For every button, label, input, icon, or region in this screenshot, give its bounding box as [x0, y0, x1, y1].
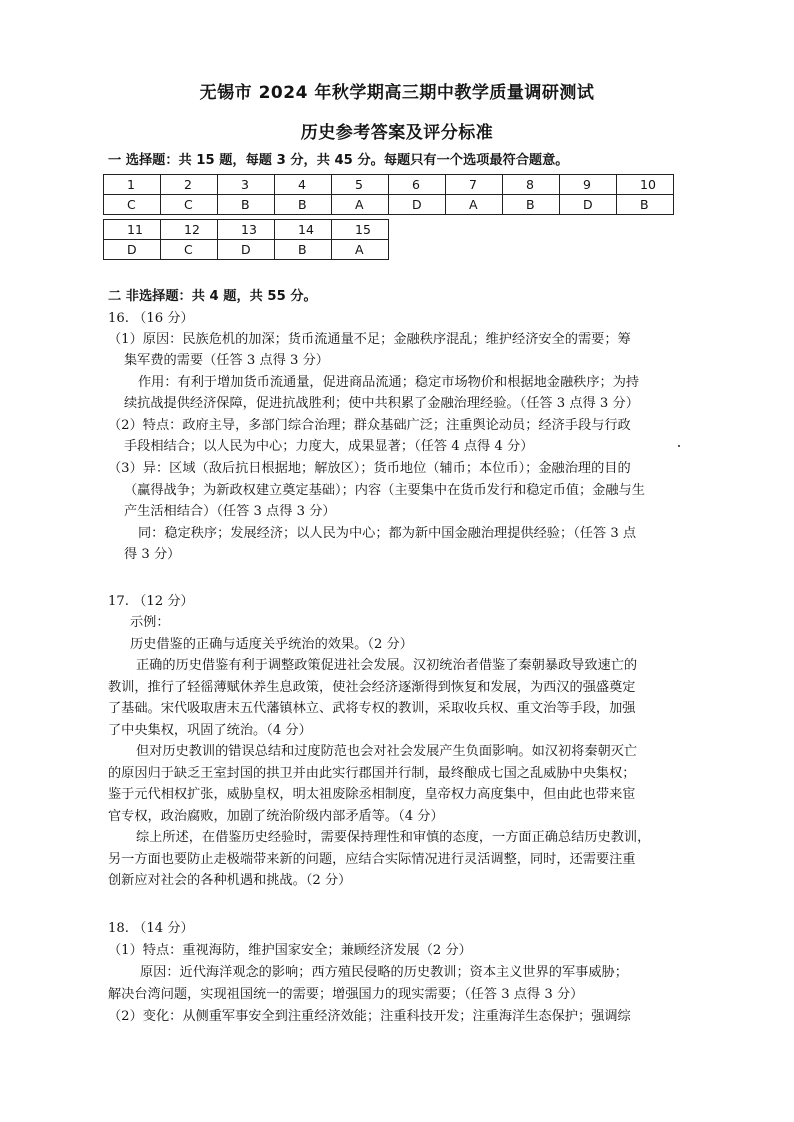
table-row-numbers [104, 175, 674, 195]
table-cell: B [617, 195, 674, 215]
q16-heading: 16. （16 分） [108, 311, 194, 326]
table-cell: 5 [332, 175, 389, 195]
q16-line: 作用：有利于增加货币流通量，促进商品流通；稳定市场物价和根据地金融秩序；为持 [138, 375, 640, 390]
q16-line: 得 3 分） [124, 547, 181, 562]
table-cell: 13 [218, 220, 275, 240]
table-cell: 8 [503, 175, 560, 195]
table-cell: A [446, 195, 503, 215]
q16-line: 手段相结合；以人民为中心；力度大，成果显著；（任答 4 点得 4 分） [124, 439, 534, 454]
table-cell: A [332, 195, 389, 215]
table-cell: 4 [275, 175, 332, 195]
q17-line: 综上所述，在借鉴历史经验时，需要保持理性和审慎的态度，一方面正确总结历史教训， [136, 830, 651, 845]
table-cell: D [104, 240, 161, 260]
section1-heading: 一 选择题：共 15 题，每题 3 分，共 45 分。每题只有一个选项最符合题意。 [108, 153, 569, 168]
answer-table-row2 [103, 219, 389, 260]
q16-line: （1）原因：民族危机的加深；货币流通量不足；金融秩序混乱；维护经济安全的需要；筹 [108, 332, 631, 347]
table-row-numbers [104, 220, 389, 240]
table-cell: B [218, 195, 275, 215]
q16-line: 同：稳定秩序；发展经济；以人民为中心；都为新中国金融治理提供经验；（任答 3 点 [138, 526, 637, 541]
q16-line: （赢得战争；为新政权建立奠定基础）；内容（主要集中在货币发行和稳定币值；金融与生 [124, 483, 645, 498]
table-cell: 11 [104, 220, 161, 240]
table-cell: B [503, 195, 560, 215]
table-cell: 7 [446, 175, 503, 195]
q18-heading: 18. （14 分） [108, 921, 194, 936]
q16-line: （2）特点：政府主导，多部门综合治理；群众基础广泛；注重舆论动员；经济手段与行政 [108, 418, 631, 433]
table-cell: 1 [104, 175, 161, 195]
q17-line: 鉴于元代相权扩张，威胁皇权，明太祖废除丞相制度，皇帝权力高度集中，但由此也带来宦 [108, 787, 636, 802]
table-row-answers [104, 240, 389, 260]
q18-line: 原因：近代海洋观念的影响；西方殖民侵略的历史教训；资本主义世界的军事威胁； [140, 965, 628, 980]
q18-line: 解决台湾问题，实现祖国统一的需要；增强国力的现实需要；（任答 3 点得 3 分） [108, 987, 584, 1002]
section2-heading: 二 非选择题：共 4 题，共 55 分。 [108, 289, 317, 304]
q17-line: 历史借鉴的正确与适度关乎统治的效果。（2 分） [130, 637, 413, 652]
q18-line: （2）变化：从侧重军事安全到注重经济效能；注重科技开发；注重海洋生态保护；强调综 [108, 1009, 631, 1024]
q16-line: （3）异：区域（敌后抗日根据地；解放区）；货币地位（辅币；本位币）；金融治理的目的 [108, 461, 631, 476]
q17-line: 正确的历史借鉴有利于调整政策促进社会发展。汉初统治者借鉴了秦朝暴政导致速亡的 [136, 658, 638, 673]
table-row-answers [104, 195, 674, 215]
q17-heading: 17. （12 分） [108, 594, 194, 609]
q16-line: 产生活相结合）（任答 3 点得 3 分） [124, 504, 336, 519]
table-cell: 10 [617, 175, 674, 195]
page-title: 无锡市 2024 年秋学期高三期中教学质量调研测试 [199, 83, 595, 103]
q16-line: 续抗战提供经济保障，促进抗战胜利；使中共积累了金融治理经验。（任答 3 点得 3 分） [124, 396, 639, 411]
table-cell: C [161, 240, 218, 260]
q17-line: 教训，推行了轻徭薄赋休养生息政策，使社会经济逐渐得到恢复和发展，为西汉的强盛奠定 [108, 680, 636, 695]
table-cell: 12 [161, 220, 218, 240]
table-cell: C [104, 195, 161, 215]
table-cell: C [161, 195, 218, 215]
table-cell: D [560, 195, 617, 215]
table-cell: 9 [560, 175, 617, 195]
table-cell: B [275, 240, 332, 260]
q16-line: 集军费的需要（任答 3 点得 3 分） [124, 353, 329, 368]
table-cell: A [332, 240, 389, 260]
q17-line: 创新应对社会的各种机遇和挑战。（2 分） [108, 873, 352, 888]
table-cell: D [218, 240, 275, 260]
q17-line: 了中央集权，巩固了统治。（4 分） [108, 723, 312, 738]
q17-line: 的原因归于缺乏王室封国的拱卫并由此实行郡国并行制，最终酿成七国之乱威胁中央集权； [108, 766, 636, 781]
q17-line: 官专权，政治腐败，加剧了统治阶级内部矛盾等。（4 分） [108, 809, 444, 824]
q18-line: （1）特点：重视海防，维护国家安全；兼顾经济发展（2 分） [108, 943, 472, 958]
page-subtitle: 历史参考答案及评分标准 [300, 123, 494, 143]
q17-line: 但对历史教训的错误总结和过度防范也会对社会发展产生负面影响。如汉初将秦朝灭亡 [136, 744, 638, 759]
table-cell: 15 [332, 220, 389, 240]
table-cell: 6 [389, 175, 446, 195]
scan-speck [678, 445, 680, 447]
table-cell: 3 [218, 175, 275, 195]
table-cell: B [275, 195, 332, 215]
table-cell: 14 [275, 220, 332, 240]
answer-table-row1 [103, 174, 674, 215]
q17-line: 另一方面也要防止走极端带来新的问题，应结合实际情况进行灵活调整，同时，还需要注重 [108, 852, 636, 867]
table-cell: 2 [161, 175, 218, 195]
q17-line: 了基础。宋代吸取唐末五代藩镇林立、武将专权的教训，采取收兵权、重文治等手段，加强 [108, 701, 636, 716]
table-cell: D [389, 195, 446, 215]
q17-line: 示例： [130, 615, 170, 630]
